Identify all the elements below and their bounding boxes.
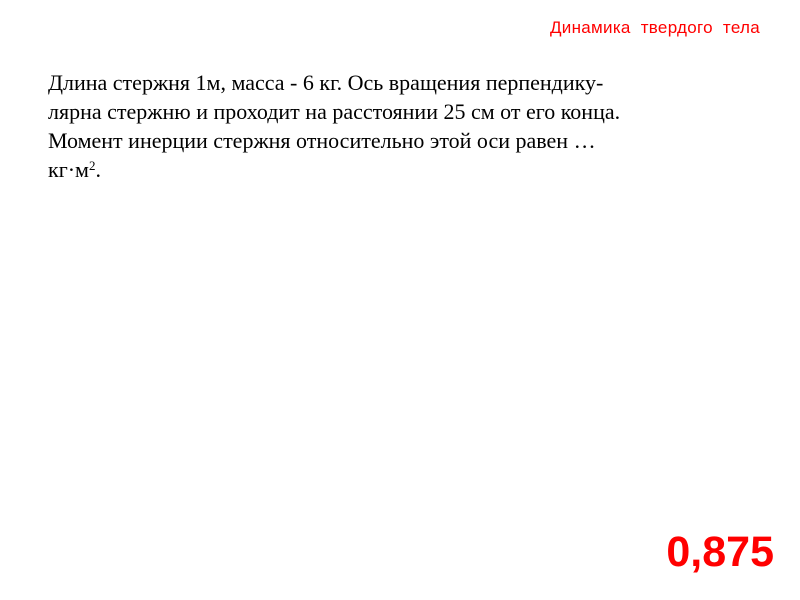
unit-text: кг·м: [48, 157, 89, 182]
problem-line-2: лярна стержню и проходит на расстоянии 25 см от его конца.: [48, 99, 621, 124]
problem-statement: [48, 68, 760, 184]
problem-line-1: Длина стержня 1м, масса - 6 кг. Ось вращения перпендику-: [48, 70, 604, 95]
unit-exponent: 2: [88, 158, 96, 173]
sentence-end: .: [95, 157, 101, 182]
answer-value: 0,875: [666, 528, 774, 576]
problem-line-4: [48, 155, 760, 184]
problem-line-3: Момент инерции стержня относительно этой оси равен …: [48, 128, 596, 153]
topic-header: Динамика твердого тела: [549, 18, 760, 37]
